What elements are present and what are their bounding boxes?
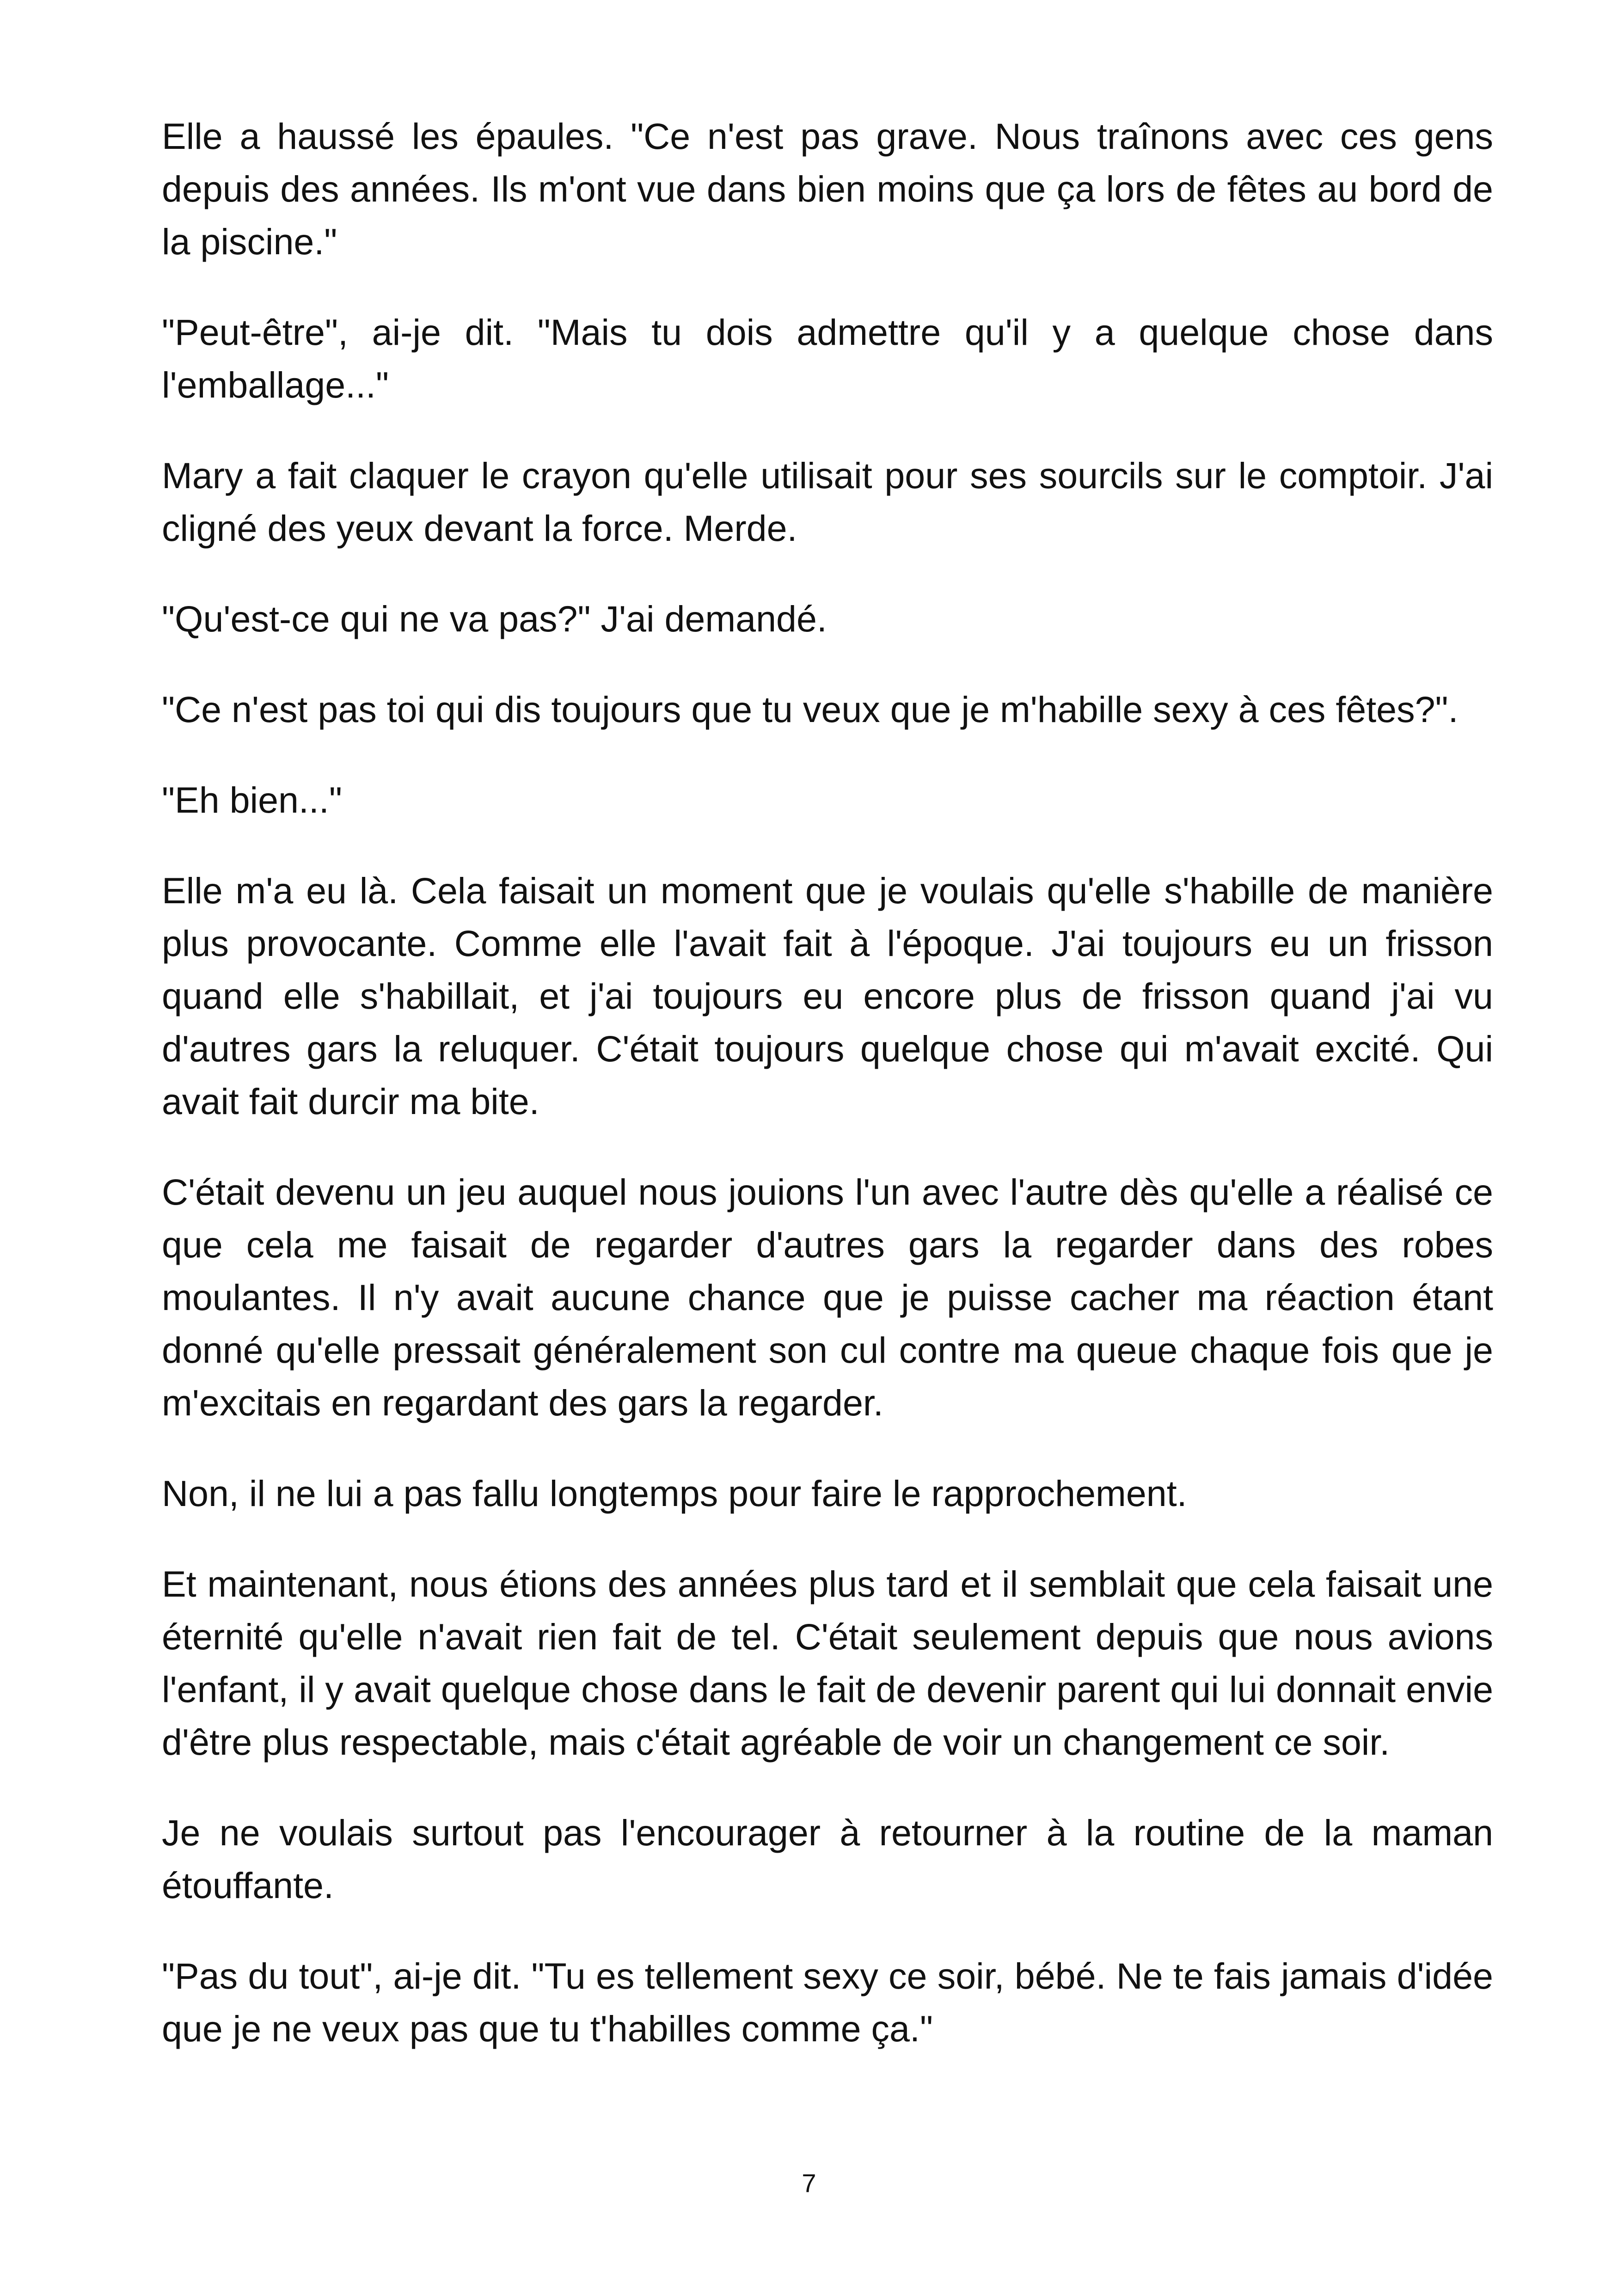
paragraph: Non, il ne lui a pas fallu longtemps pour faire le rapprochement. <box>162 1473 1187 1514</box>
paragraph: Elle a haussé les épaules. "Ce n'est pas grave. Nous traînons avec ces gens depuis des années. Ils m'ont vue dans bien moins que ça lors de fêtes au bord de la piscine." <box>162 116 1493 262</box>
paragraph: Mary a fait claquer le crayon qu'elle utilisait pour ses sourcils sur le comptoir. J'ai cligné des yeux devant la force. Merde. <box>162 455 1493 549</box>
page-number: 7 <box>802 2168 816 2198</box>
paragraph: "Ce n'est pas toi qui dis toujours que tu veux que je m'habille sexy à ces fêtes?". <box>162 689 1459 730</box>
paragraph: C'était devenu un jeu auquel nous jouions l'un avec l'autre dès qu'elle a réalisé ce que cela me faisait de regarder d'autres gars la regarder dans des robes moulantes. Il n'y avait aucune chance que je puisse cacher ma réaction étant donné qu'elle pressait généralement son cul contre ma queue chaque fois que je m'excitais en regardant des gars la regarder. <box>162 1171 1493 1423</box>
paragraph: "Peut-être", ai-je dit. "Mais tu dois admettre qu'il y a quelque chose dans l'emballage..." <box>162 312 1493 405</box>
paragraph: "Pas du tout", ai-je dit. "Tu es tellement sexy ce soir, bébé. Ne te fais jamais d'idée que je ne veux pas que tu t'habilles comme ça." <box>162 1955 1493 2049</box>
paragraph: Et maintenant, nous étions des années plus tard et il semblait que cela faisait une éternité qu'elle n'avait rien fait de tel. C'était seulement depuis que nous avions l'enfant, il y avait quelque chose dans le fait de devenir parent qui lui donnait envie d'être plus respectable, mais c'était agréable de voir un changement ce soir. <box>162 1563 1493 1763</box>
paragraph: "Qu'est-ce qui ne va pas?" J'ai demandé. <box>162 598 827 639</box>
paragraph: Elle m'a eu là. Cela faisait un moment que je voulais qu'elle s'habille de manière plus provocante. Comme elle l'avait fait à l'époque. J'ai toujours eu un frisson quand elle s'habillait, et j'ai toujours eu encore plus de frisson quand j'ai vu d'autres gars la reluquer. C'était toujours quelque chose qui m'avait excité. Qui avait fait durcir ma bite. <box>162 870 1493 1122</box>
paragraph: "Eh bien..." <box>162 779 342 820</box>
body-text <box>162 110 1493 2093</box>
paragraph: Je ne voulais surtout pas l'encourager à retourner à la routine de la maman étouffante. <box>162 1812 1493 1906</box>
